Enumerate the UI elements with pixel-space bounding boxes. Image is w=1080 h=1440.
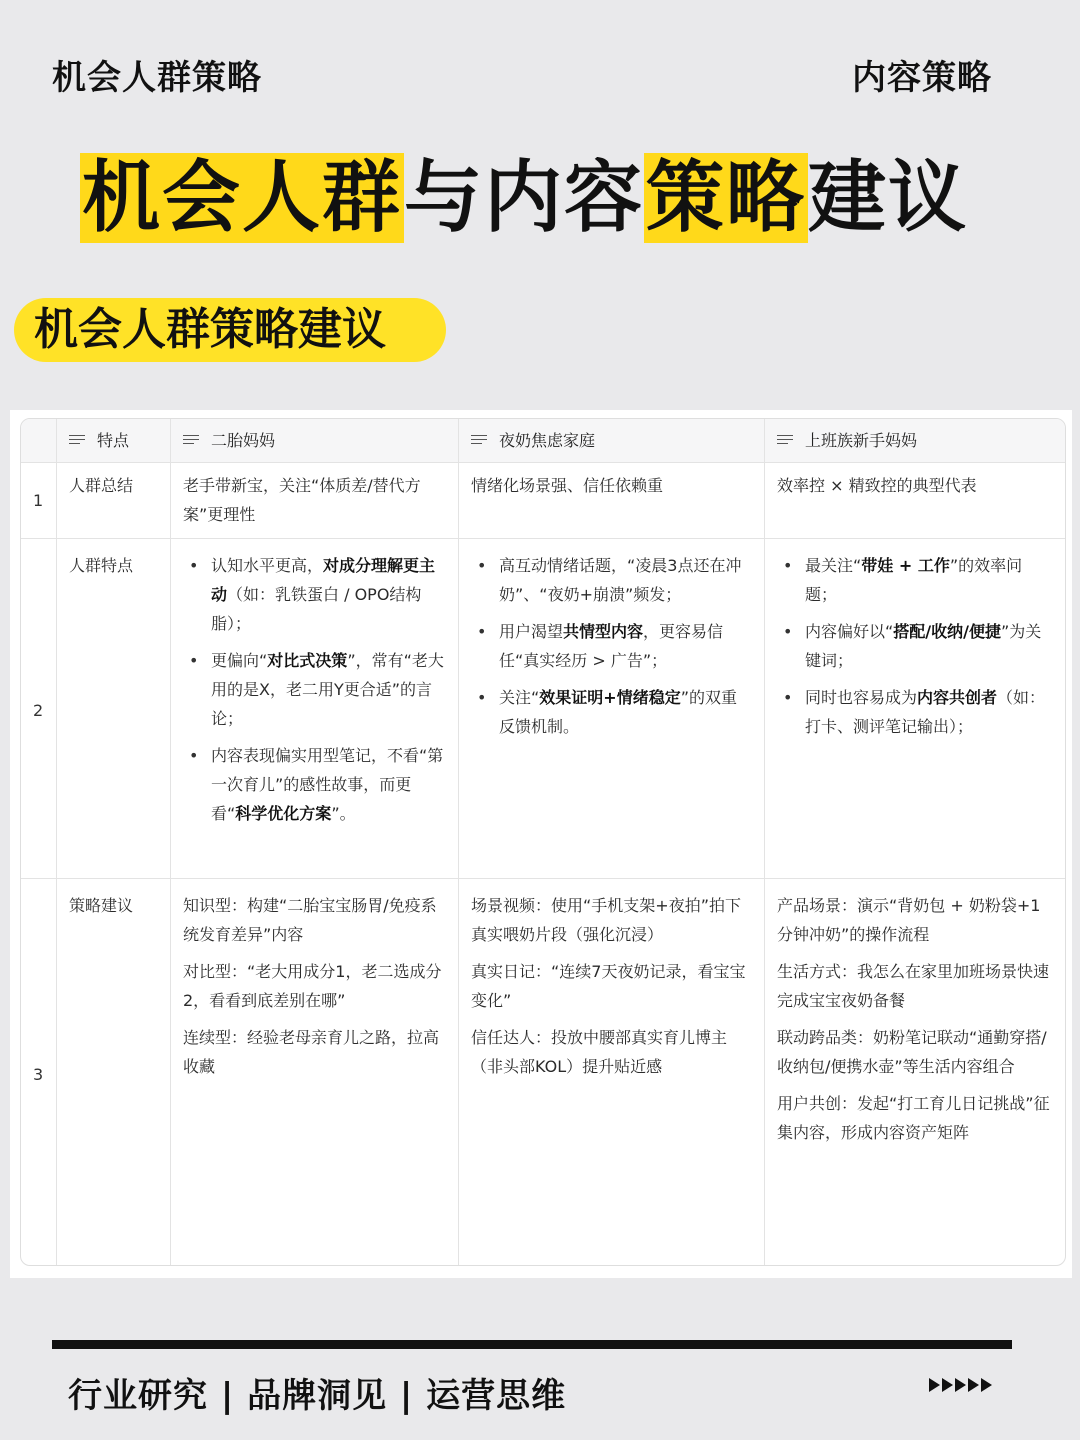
- list-item: • 内容表现偏实用型笔记，不看“第一次育儿”的感性故事，而更看“科学优化方案”。: [183, 741, 446, 828]
- table-cell: [171, 879, 459, 1265]
- paragraph-list: [183, 891, 446, 1081]
- text-lines-icon: [777, 435, 793, 445]
- list-item: 对比型：“老大用成分1，老二选成分2，看看到底差别在哪”: [183, 962, 442, 1010]
- text-lines-icon: [471, 435, 487, 445]
- list-item: • 更偏向“对比式决策”，常有“老大用的是X，老二用Y更合适”的言论；: [183, 646, 446, 733]
- list-item: • 用户渴望共情型内容，更容易信任“真实经历 > 广告”；: [471, 617, 752, 675]
- table-cell: [459, 539, 765, 879]
- strategy-table: [20, 418, 1066, 1266]
- table-cell: 情绪化场景强、信任依赖重: [459, 463, 765, 539]
- list-item: 真实日记：“连续7天夜奶记录，看宝宝变化”: [471, 962, 746, 1010]
- list-item: 用户共创：发起“打工育儿日记挑战”征集内容，形成内容资产矩阵: [777, 1094, 1050, 1142]
- section-title: 机会人群策略建议: [14, 298, 446, 362]
- row-label: 人群特点: [57, 539, 171, 879]
- list-item: 信任达人：投放中腰部真实育儿博主（非头部KOL）提升贴近感: [471, 1028, 728, 1076]
- bullet-list: [183, 551, 446, 828]
- list-item: 产品场景：演示“背奶包 + 奶粉袋+1分钟冲奶”的操作流程: [777, 896, 1041, 944]
- row-label: 策略建议: [57, 879, 171, 1265]
- list-item: • 认知水平更高，对成分理解更主动（如：乳铁蛋白 / OPO结构脂）；: [183, 551, 446, 638]
- list-item: 生活方式：我怎么在家里加班场景快速完成宝宝夜奶备餐: [777, 962, 1050, 1010]
- list-item: • 最关注“带娃 + 工作”的效率问题；: [777, 551, 1053, 609]
- text-lines-icon: [183, 435, 199, 445]
- column-header-1[interactable]: 二胎妈妈: [171, 419, 459, 463]
- table-cell: 老手带新宝，关注“体质差/替代方案”更理性: [171, 463, 459, 539]
- table-cell: [765, 879, 1065, 1265]
- table-cell: 效率控 × 精致控的典型代表: [765, 463, 1065, 539]
- column-header-0[interactable]: 特点: [57, 419, 171, 463]
- title-highlight-1: 机会人群: [82, 153, 403, 243]
- main-title: [80, 150, 1000, 246]
- list-item: 知识型：构建“二胎宝宝肠胃/免疫系统发育差异”内容: [183, 896, 437, 944]
- bullet-list: [471, 551, 752, 741]
- table-cell: [459, 879, 765, 1265]
- title-segment-2: 与内容: [404, 153, 645, 243]
- footer-tagline: 行业研究 | 品牌洞见 | 运营思维: [68, 1376, 567, 1416]
- paragraph-list: [777, 891, 1053, 1147]
- bullet-list: [777, 551, 1053, 741]
- table-cell: [765, 539, 1065, 879]
- column-header-3[interactable]: 上班族新手妈妈: [765, 419, 1065, 463]
- table-cell: [171, 539, 459, 879]
- row-index: 2: [21, 539, 57, 879]
- column-header-2[interactable]: 夜奶焦虑家庭: [459, 419, 765, 463]
- arrow-right-icon: [929, 1378, 992, 1392]
- footer-divider: [52, 1340, 1012, 1349]
- row-label: 人群总结: [57, 463, 171, 539]
- text-lines-icon: [69, 435, 85, 445]
- list-item: • 关注“效果证明+情绪稳定”的双重反馈机制。: [471, 683, 752, 741]
- index-column-header: [21, 419, 57, 463]
- paragraph-list: [471, 891, 752, 1081]
- list-item: • 内容偏好以“搭配/收纳/便捷”为关键词；: [777, 617, 1053, 675]
- list-item: 联动跨品类：奶粉笔记联动“通勤穿搭/收纳包/便携水壶”等生活内容组合: [777, 1028, 1047, 1076]
- list-item: • 同时也容易成为内容共创者（如：打卡、测评笔记输出）；: [777, 683, 1053, 741]
- title-highlight-2: 策略: [646, 153, 807, 243]
- strategy-table-card: [10, 410, 1072, 1278]
- list-item: 连续型：经验老母亲育儿之路，拉高收藏: [183, 1028, 440, 1076]
- header-left-label: 机会人群策略: [52, 58, 262, 98]
- list-item: 场景视频：使用“手机支架+夜拍”拍下真实喂奶片段（强化沉浸）: [471, 896, 741, 944]
- row-index: 1: [21, 463, 57, 539]
- list-item: • 高互动情绪话题，“凌晨3点还在冲奶”、“夜奶+崩溃”频发；: [471, 551, 752, 609]
- header-right-label: 内容策略: [852, 58, 992, 98]
- table-row: [21, 539, 1065, 879]
- row-index: 3: [21, 879, 57, 1265]
- title-segment-4: 建议: [808, 153, 969, 243]
- table-row: [21, 463, 1065, 539]
- table-row: [21, 879, 1065, 1265]
